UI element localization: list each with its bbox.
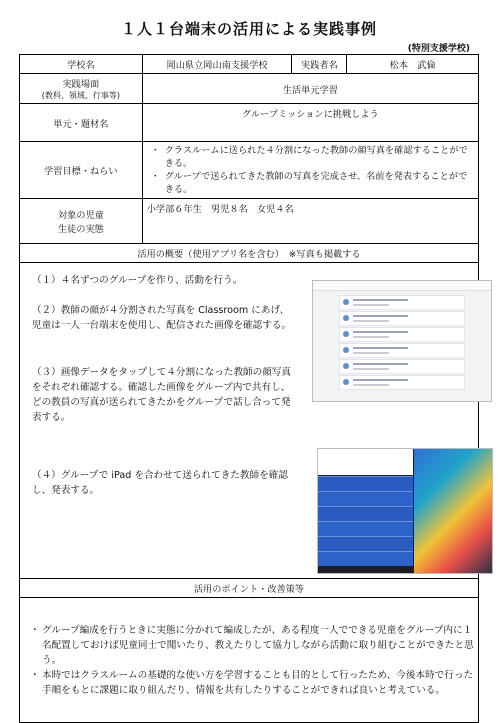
post-icon	[343, 347, 349, 353]
scene-label-main: 実践場面	[62, 79, 100, 90]
overview-header: 活用の概要（使用アプリ名を含む） ※写真も掲載する	[20, 244, 479, 263]
ipad-list-row	[318, 506, 413, 521]
students-value: 小学部６年生 男児８名 女児４名	[142, 199, 478, 244]
goals-label: 学習目標・ねらい	[20, 142, 143, 199]
classroom-post	[339, 311, 465, 326]
scene-value: 生活単元学習	[142, 74, 478, 104]
document-title: １人１台端末の活用による実践事例	[120, 20, 377, 38]
post-icon	[343, 363, 349, 369]
overview-body	[20, 263, 479, 579]
post-icon	[343, 315, 349, 321]
classroom-post	[339, 375, 465, 390]
ipad-list-row	[318, 476, 413, 491]
point-item: ・ 本時ではクラスルームの基礎的な使い方を学習することも目的として行ったため、今後本時で行った手順をもとに課題に取り組んだり、情報を共有したりすることができれば良いと考えている。	[30, 669, 474, 696]
students-label: 対象の児童 生徒の実態	[20, 199, 143, 244]
classroom-post	[339, 343, 465, 358]
overview-step-1: （１）４名ずつのグループを作り、活動を行う。	[32, 275, 243, 286]
school-name-value: 岡山県立岡山南支援学校	[142, 55, 292, 74]
overview-step-3: （３）画像データをタップして４分割になった教師の顔写真をそれぞれ確認する。確認した画像をグループ内で共有し、どの教員の写真が送られてきたかをグループで話し合って発表する。	[32, 367, 292, 423]
scene-label-sub: (教科、領域、行事等)	[41, 91, 120, 100]
ipad-screenshot	[317, 448, 493, 574]
post-icon	[343, 299, 349, 305]
point-item: ・ グループ編成を行うときに実態に分かれて編成したが、ある程度一人でできる児童をグループ内に１名配置しておけば児童同士で聞いたり、教えたりして協力しながら活動に取り組むことができたと思う。	[30, 624, 474, 666]
points-header: 活用のポイント・改善策等	[20, 579, 479, 598]
ipad-list-row	[318, 551, 413, 566]
overview-step-4: （４）グループで iPad を合わせて送られてきた教師を確認し、発表する。	[32, 470, 288, 496]
school-name-label: 学校名	[20, 55, 143, 74]
points-body	[20, 598, 479, 723]
unit-label: 単元・題材名	[20, 104, 143, 142]
ipad-list-row	[318, 521, 413, 536]
practice-table	[19, 54, 479, 723]
post-icon	[343, 331, 349, 337]
practitioner-label: 実践者名	[292, 55, 347, 74]
ipad-list-row	[318, 536, 413, 551]
classroom-post	[339, 359, 465, 374]
ipad-list-row	[318, 491, 413, 506]
scene-label	[20, 74, 143, 104]
ipad-wallpaper	[414, 449, 492, 573]
classroom-post	[339, 327, 465, 342]
goal-item: ・ クラスルームに送られた４分割になった教師の顔写真を確認することができる。	[150, 145, 468, 169]
goals-list	[142, 142, 478, 199]
goal-item: ・ グループで送られてきた教師の写真を完成させ、名前を発表することができる。	[150, 171, 468, 195]
school-type-tag: (特別支援学校)	[407, 44, 470, 54]
unit-value: グループミッションに挑戦しよう	[142, 104, 478, 142]
practitioner-value: 松本 武倫	[347, 55, 479, 74]
overview-step-2: （２）教師の顔が４分割された写真を Classroom にあげ、児童は一人一台端末を使用し、配信された画像を確認する。	[32, 305, 292, 331]
post-icon	[343, 379, 349, 385]
classroom-topbar	[313, 281, 491, 291]
classroom-post	[339, 295, 465, 310]
classroom-screenshot	[312, 280, 492, 402]
ipad-header-panel	[318, 449, 413, 475]
